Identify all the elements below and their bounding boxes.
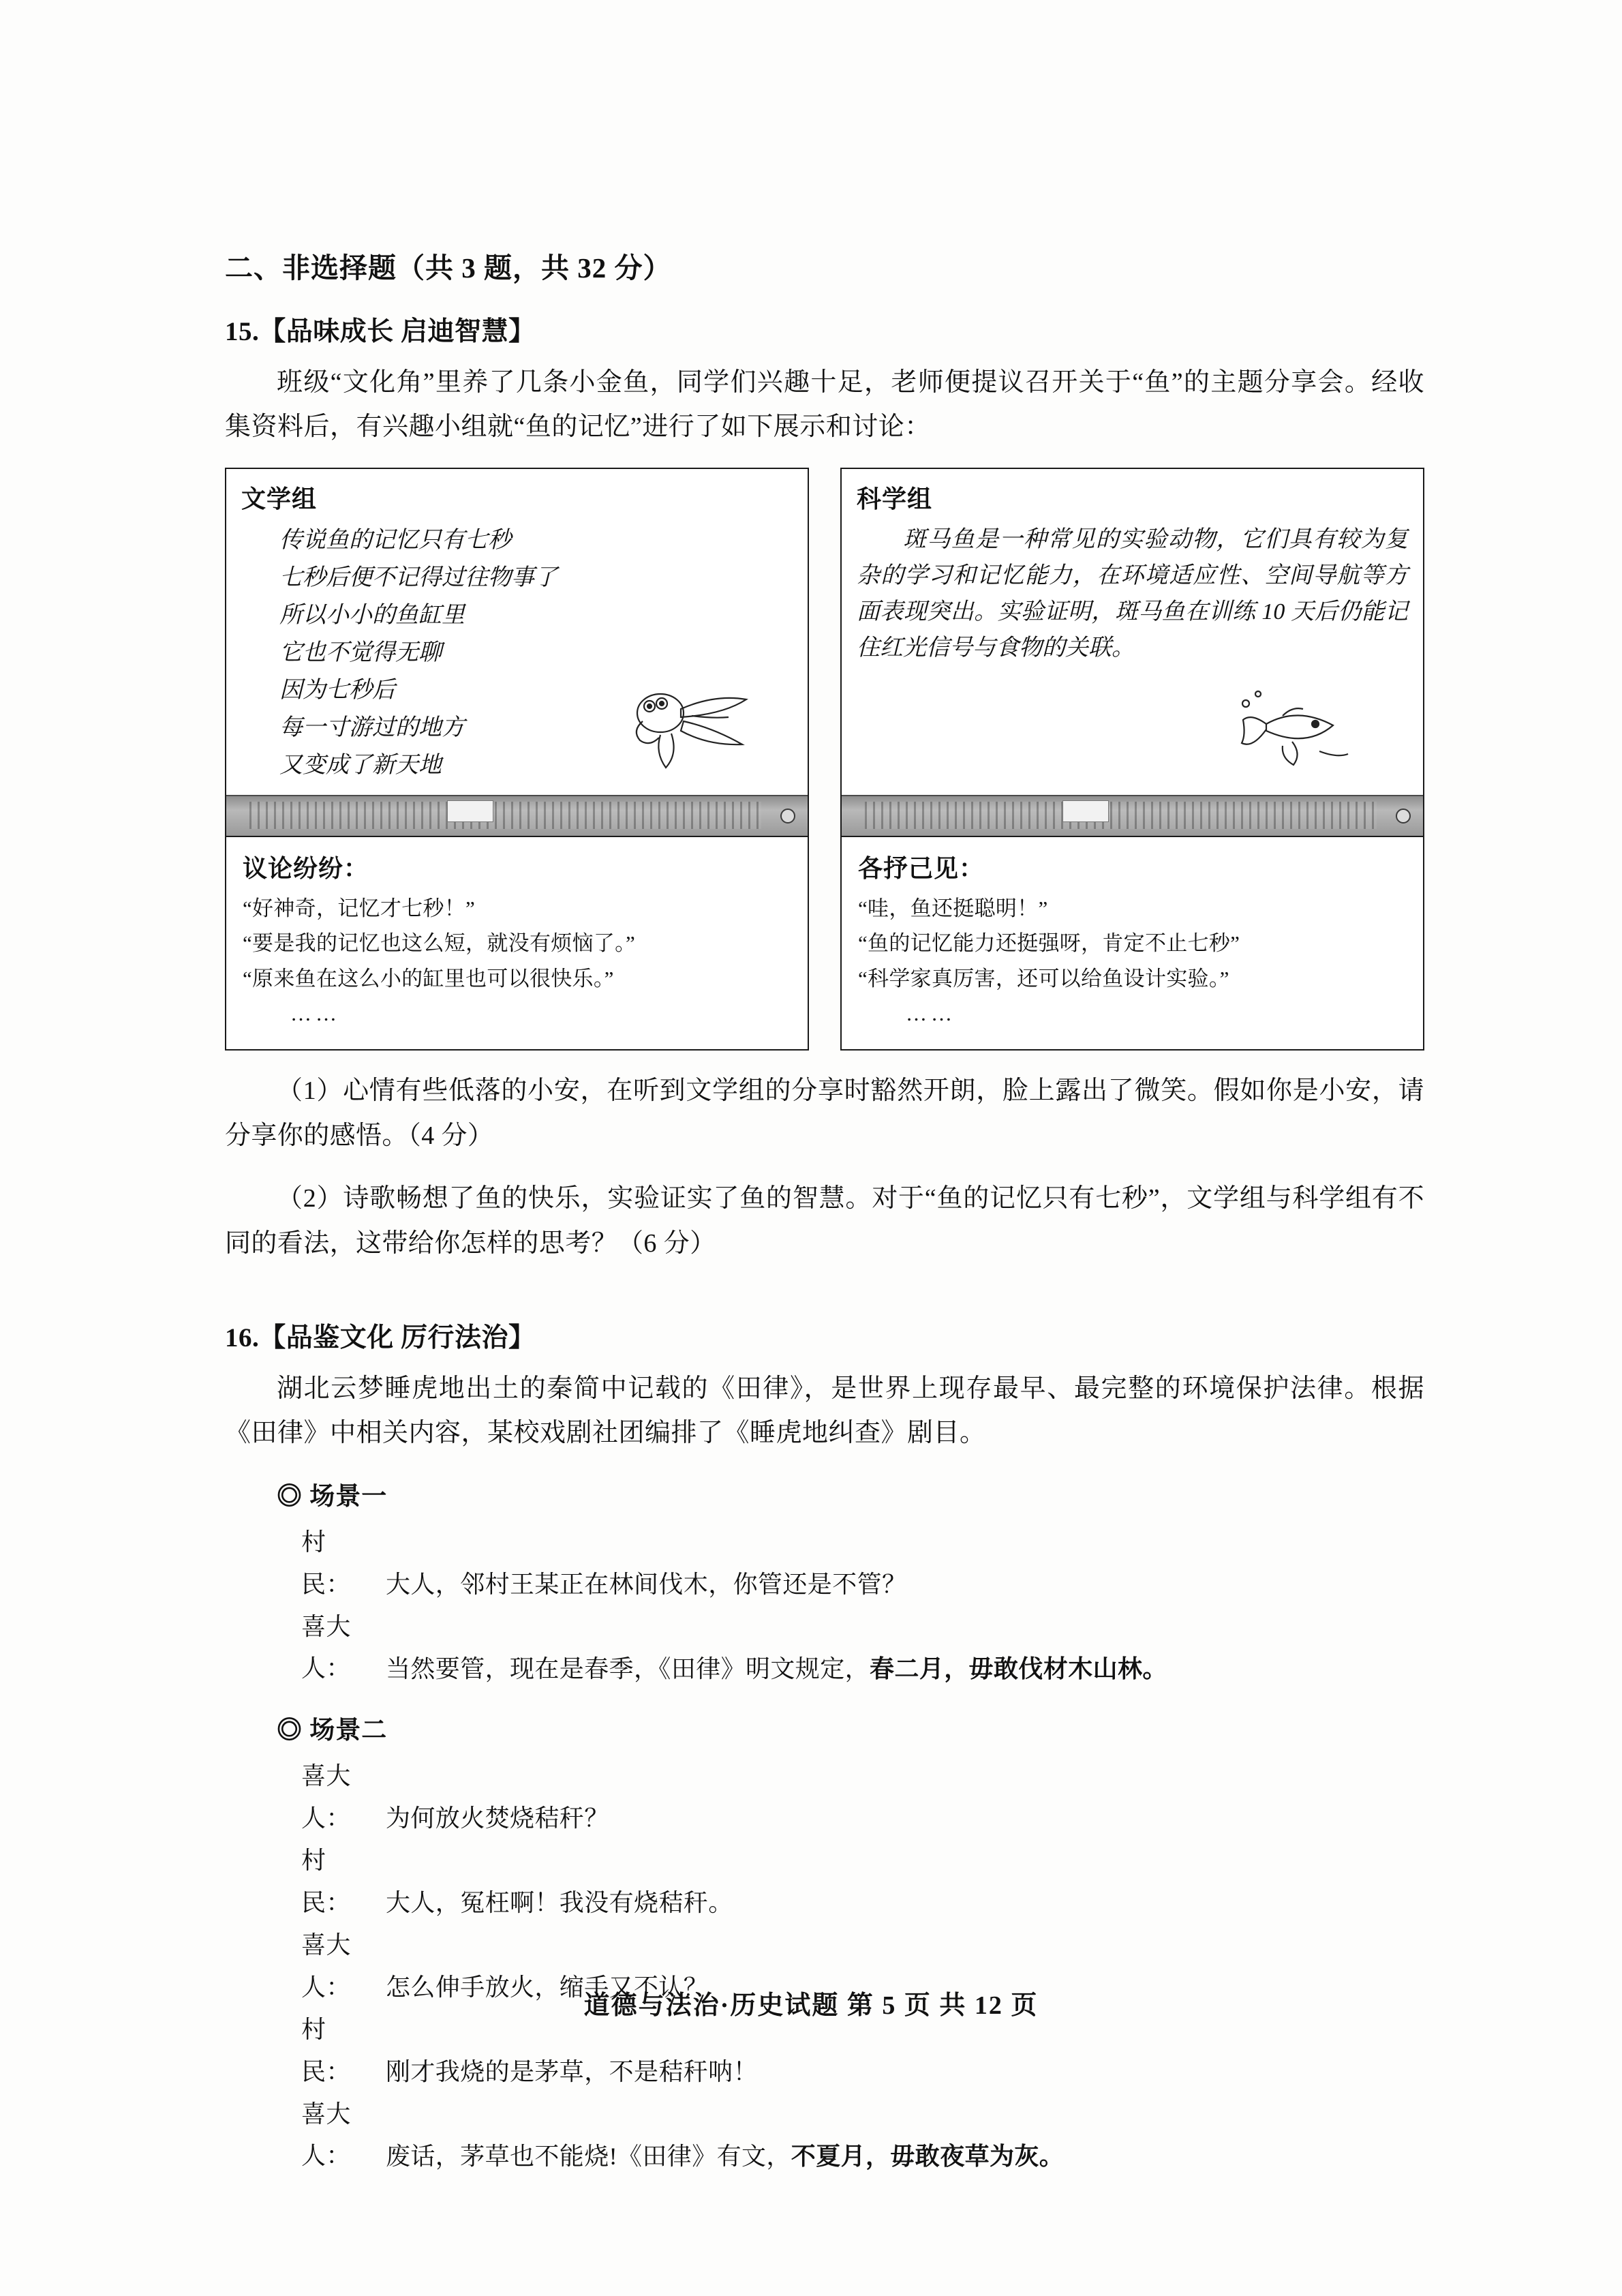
science-text: 斑马鱼是一种常见的实验动物，它们具有较为复杂的学习和记忆能力，在环境适应性、空间导航等方面表现突出。实验证明，斑马鱼在训练 10 天后仍能记住红光信号与食物的关联。: [857, 526, 1408, 661]
dialog-line: [301, 2094, 1424, 2178]
question-15-sub-1: （1）心情有些低落的小安，在听到文学组的分享时豁然开朗，脸上露出了微笑。假如你是小安，请分享你的感悟。（4 分）: [225, 1076, 1424, 1150]
poem-line: 每一寸游过的地方: [279, 715, 465, 741]
strip-dot: [780, 809, 795, 824]
dialog-line: [301, 1840, 1424, 1924]
poem-line: 传说鱼的记忆只有七秒: [279, 527, 511, 553]
literature-discussion-label: 议论纷纷：: [243, 854, 369, 882]
dialog-speaker: 喜大人：: [301, 1612, 351, 1682]
scene-2-dialog: [301, 1755, 1424, 2177]
photo-strip-right: [842, 795, 1423, 836]
dialog-line: [301, 2009, 1424, 2094]
quote-item: “要是我的记忆也这么短，就没有烦恼了。”: [243, 931, 636, 956]
question-15-sub-2: （2）诗歌畅想了鱼的快乐，实验证实了鱼的智慧。对于“鱼的记忆只有七秒”，文学组与科学组有不同的看法，这带给你怎样的思考？（6 分）: [225, 1183, 1424, 1258]
science-card-top: [842, 469, 1423, 837]
dialog-text: 大人，冤枉啊！我没有烧秸秆。: [386, 1889, 733, 1917]
poem-line: 因为七秒后: [279, 678, 395, 704]
poem-line: 又变成了新天地: [279, 753, 442, 779]
section-title: 二、非选择题（共 3 题，共 32 分）: [225, 252, 672, 284]
quote-item: “科学家真厉害，还可以给鱼设计实验。”: [858, 966, 1229, 991]
page-footer: 道德与法治·历史试题 第 5 页 共 12 页: [583, 1991, 1039, 2020]
question-15-stem: 班级“文化角”里养了几条小金鱼，同学们兴趣十足，老师便提议召开关于“鱼”的主题分享会。经收集资料后，有兴趣小组就“鱼的记忆”进行了如下展示和讨论：: [225, 368, 1424, 442]
literature-group-card: [225, 468, 809, 1051]
question-16-stem: 湖北云梦睡虎地出土的秦简中记载的《田律》，是世界上现存最早、最完整的环境保护法律。根据《田律》中相关内容，某校戏剧社团编排了《睡虎地纠查》剧目。: [225, 1374, 1424, 1448]
quote-ellipsis: ……: [290, 1001, 341, 1026]
poem-line: 所以小小的鱼缸里: [279, 602, 465, 628]
science-group-card: [840, 468, 1424, 1051]
dialog-speaker: 村 民：: [301, 1528, 351, 1598]
dialog-speaker: 喜大人：: [301, 1762, 351, 1832]
page-content: [225, 245, 1424, 2177]
dialog-speaker: 喜大人：: [301, 2100, 351, 2170]
dialog-speaker: 村 民：: [301, 2015, 351, 2085]
science-group-label: 科学组: [857, 485, 933, 513]
literature-group-label: 文学组: [241, 485, 318, 513]
strip-tab: [447, 800, 493, 822]
dialog-quote-law: 春二月，毋敢伐材木山林。: [870, 1655, 1167, 1682]
literature-quotes: [243, 891, 791, 1031]
scene-1-dialog: [301, 1522, 1424, 1691]
dialog-text: 废话，茅草也不能烧!《田律》有文，: [386, 2142, 791, 2170]
zebrafish-illustration-icon: [1201, 689, 1405, 791]
scene-1-title: ◎ 场景一: [277, 1482, 388, 1511]
dialog-text: 怎么伸手放火，缩手又不认？: [386, 1973, 709, 2001]
quote-item: “好神奇，记忆才七秒！”: [243, 896, 476, 920]
dialog-line: [301, 1755, 1424, 1840]
question-15-title: 15.【品味成长 启迪智慧】: [225, 317, 536, 346]
question-16-title: 16.【品鉴文化 厉行法治】: [225, 1323, 536, 1353]
dialog-text: 刚才我烧的是茅草，不是秸秆呐！: [386, 2057, 759, 2085]
dialog-line: [301, 1522, 1424, 1606]
strip-tab: [1062, 800, 1109, 822]
science-quotes: [858, 891, 1407, 1031]
literature-card-bottom: [226, 837, 808, 1049]
scene-2-title: ◎ 场景二: [277, 1717, 388, 1745]
dialog-text: 当然要管，现在是春季，《田律》明文规定，: [386, 1655, 870, 1682]
quote-item: “哇，鱼还挺聪明！”: [858, 896, 1048, 920]
material-cards: [225, 468, 1424, 1051]
quote-ellipsis: ……: [906, 1001, 956, 1026]
dialog-quote-law: 不夏月，毋敢夜草为灰。: [791, 2142, 1065, 2170]
poem-line: 它也不觉得无聊: [279, 639, 442, 665]
dialog-text: 大人，邻村王某正在林间伐木，你管还是不管？: [386, 1570, 907, 1598]
literature-card-top: [226, 469, 808, 837]
fish-illustration-icon: [613, 668, 790, 791]
dialog-speaker: 喜大人：: [301, 1931, 351, 2001]
science-discussion-label: 各抒己见：: [858, 854, 985, 882]
poem-line: 七秒后便不记得过往物事了: [279, 564, 557, 590]
science-card-bottom: [842, 837, 1423, 1049]
dialog-speaker: 村 民：: [301, 1847, 351, 1917]
strip-dot: [1396, 809, 1411, 824]
quote-item: “原来鱼在这么小的缸里也可以很快乐。”: [243, 966, 614, 991]
dialog-text: 为何放火焚烧秸秆？: [386, 1804, 609, 1832]
photo-strip-left: [226, 795, 808, 836]
quote-item: “鱼的记忆能力还挺强呀，肯定不止七秒”: [858, 931, 1240, 956]
dialog-line: [301, 1606, 1424, 1691]
